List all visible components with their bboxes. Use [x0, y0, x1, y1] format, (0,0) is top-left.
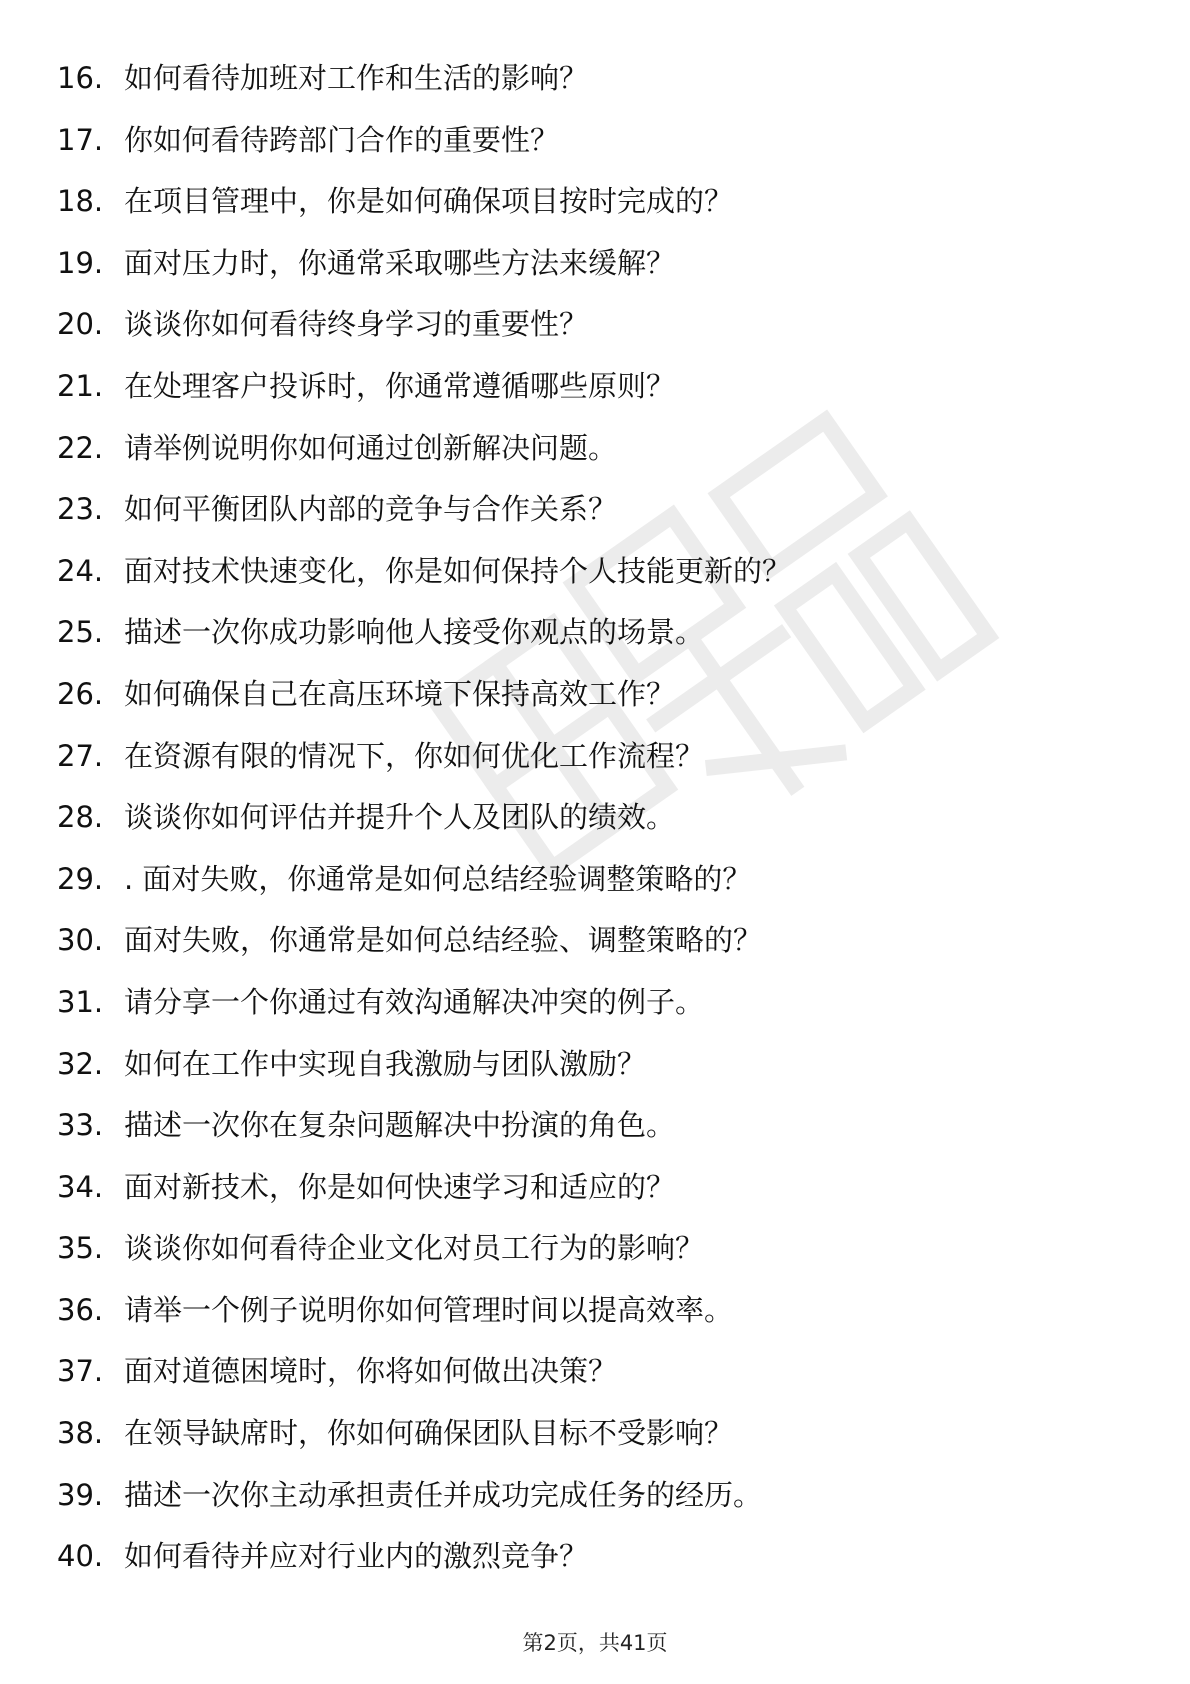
question-number: 26.: [57, 676, 104, 711]
list-item: [57, 1218, 1137, 1280]
question-text: 请分享一个你通过有效沟通解决冲突的例子。: [124, 984, 705, 1019]
question-text: 面对新技术，你是如何快速学习和适应的？: [124, 1169, 676, 1204]
list-item: [57, 479, 1137, 541]
question-number: 39.: [57, 1477, 104, 1512]
question-number: 20.: [57, 307, 104, 342]
list-item: [57, 418, 1137, 480]
list-item: [57, 1403, 1137, 1465]
question-text: 面对失败，你通常是如何总结经验、调整策略的？: [124, 923, 763, 958]
question-number: 38.: [57, 1416, 104, 1451]
question-text: 如何在工作中实现自我激励与团队激励？: [124, 1046, 647, 1081]
question-text: 在领导缺席时，你如何确保团队目标不受影响？: [124, 1416, 734, 1451]
question-number: 27.: [57, 738, 104, 773]
question-text: 如何平衡团队内部的竞争与合作关系？: [124, 492, 618, 527]
question-text: 描述一次你成功影响他人接受你观点的场景。: [124, 615, 705, 650]
question-text: 面对技术快速变化，你是如何保持个人技能更新的？: [124, 553, 792, 588]
question-number: 32.: [57, 1046, 104, 1081]
question-text: 如何看待并应对行业内的激烈竞争？: [124, 1539, 589, 1574]
list-item: [57, 664, 1137, 726]
question-text: 请举例说明你如何通过创新解决问题。: [124, 430, 618, 465]
list-item: [57, 1465, 1137, 1527]
list-item: [57, 171, 1137, 233]
question-text: 面对压力时，你通常采取哪些方法来缓解？: [124, 245, 676, 280]
list-item: [57, 1095, 1137, 1157]
question-number: 30.: [57, 923, 104, 958]
list-item: [57, 849, 1137, 911]
question-number: 29.: [57, 861, 104, 896]
question-number: 24.: [57, 553, 104, 588]
list-item: [57, 48, 1137, 110]
list-item: [57, 356, 1137, 418]
question-number: 36.: [57, 1292, 104, 1327]
question-number: 22.: [57, 430, 104, 465]
question-number: 34.: [57, 1169, 104, 1204]
question-text: 描述一次你主动承担责任并成功完成任务的经历。: [124, 1477, 763, 1512]
list-item: [57, 972, 1137, 1034]
list-item: [57, 910, 1137, 972]
question-number: 25.: [57, 615, 104, 650]
question-number: 35.: [57, 1231, 104, 1266]
list-item: [57, 1341, 1137, 1403]
question-list: [57, 48, 1137, 1588]
page-number-label: 第2页，共41页: [522, 1631, 668, 1655]
question-number: 23.: [57, 492, 104, 527]
list-item: [57, 1034, 1137, 1096]
list-item: [57, 1280, 1137, 1342]
question-text: 如何看待加班对工作和生活的影响？: [124, 61, 589, 95]
question-text: 在资源有限的情况下，你如何优化工作流程？: [124, 738, 705, 773]
question-number: 17.: [57, 122, 104, 157]
question-text: 在项目管理中，你是如何确保项目按时完成的？: [124, 184, 734, 219]
question-text: 请举一个例子说明你如何管理时间以提高效率。: [124, 1292, 734, 1327]
question-number: 31.: [57, 984, 104, 1019]
list-item: [57, 294, 1137, 356]
list-item: [57, 233, 1137, 295]
question-number: 18.: [57, 184, 104, 219]
question-number: 37.: [57, 1354, 104, 1389]
question-text: 在处理客户投诉时，你通常遵循哪些原则？: [124, 368, 676, 403]
list-item: [57, 602, 1137, 664]
question-number: 40.: [57, 1539, 104, 1574]
question-text: . 面对失败，你通常是如何总结经验调整策略的？: [124, 861, 752, 896]
question-number: 19.: [57, 245, 104, 280]
question-number: 28.: [57, 800, 104, 835]
question-text: 谈谈你如何评估并提升个人及团队的绩效。: [124, 800, 676, 835]
list-item: [57, 1157, 1137, 1219]
question-number: 33.: [57, 1108, 104, 1143]
list-item: [57, 1526, 1137, 1588]
question-text: 谈谈你如何看待企业文化对员工行为的影响？: [124, 1231, 705, 1266]
list-item: [57, 541, 1137, 603]
question-text: 面对道德困境时，你将如何做出决策？: [124, 1354, 618, 1389]
page-footer: [0, 1627, 1190, 1657]
list-item: [57, 726, 1137, 788]
question-text: 谈谈你如何看待终身学习的重要性？: [124, 307, 589, 342]
list-item: [57, 110, 1137, 172]
question-text: 如何确保自己在高压环境下保持高效工作？: [124, 676, 676, 711]
question-number: 16.: [57, 61, 104, 95]
list-item: [57, 787, 1137, 849]
question-text: 你如何看待跨部门合作的重要性？: [124, 122, 560, 157]
question-text: 描述一次你在复杂问题解决中扮演的角色。: [124, 1108, 676, 1143]
question-number: 21.: [57, 368, 104, 403]
